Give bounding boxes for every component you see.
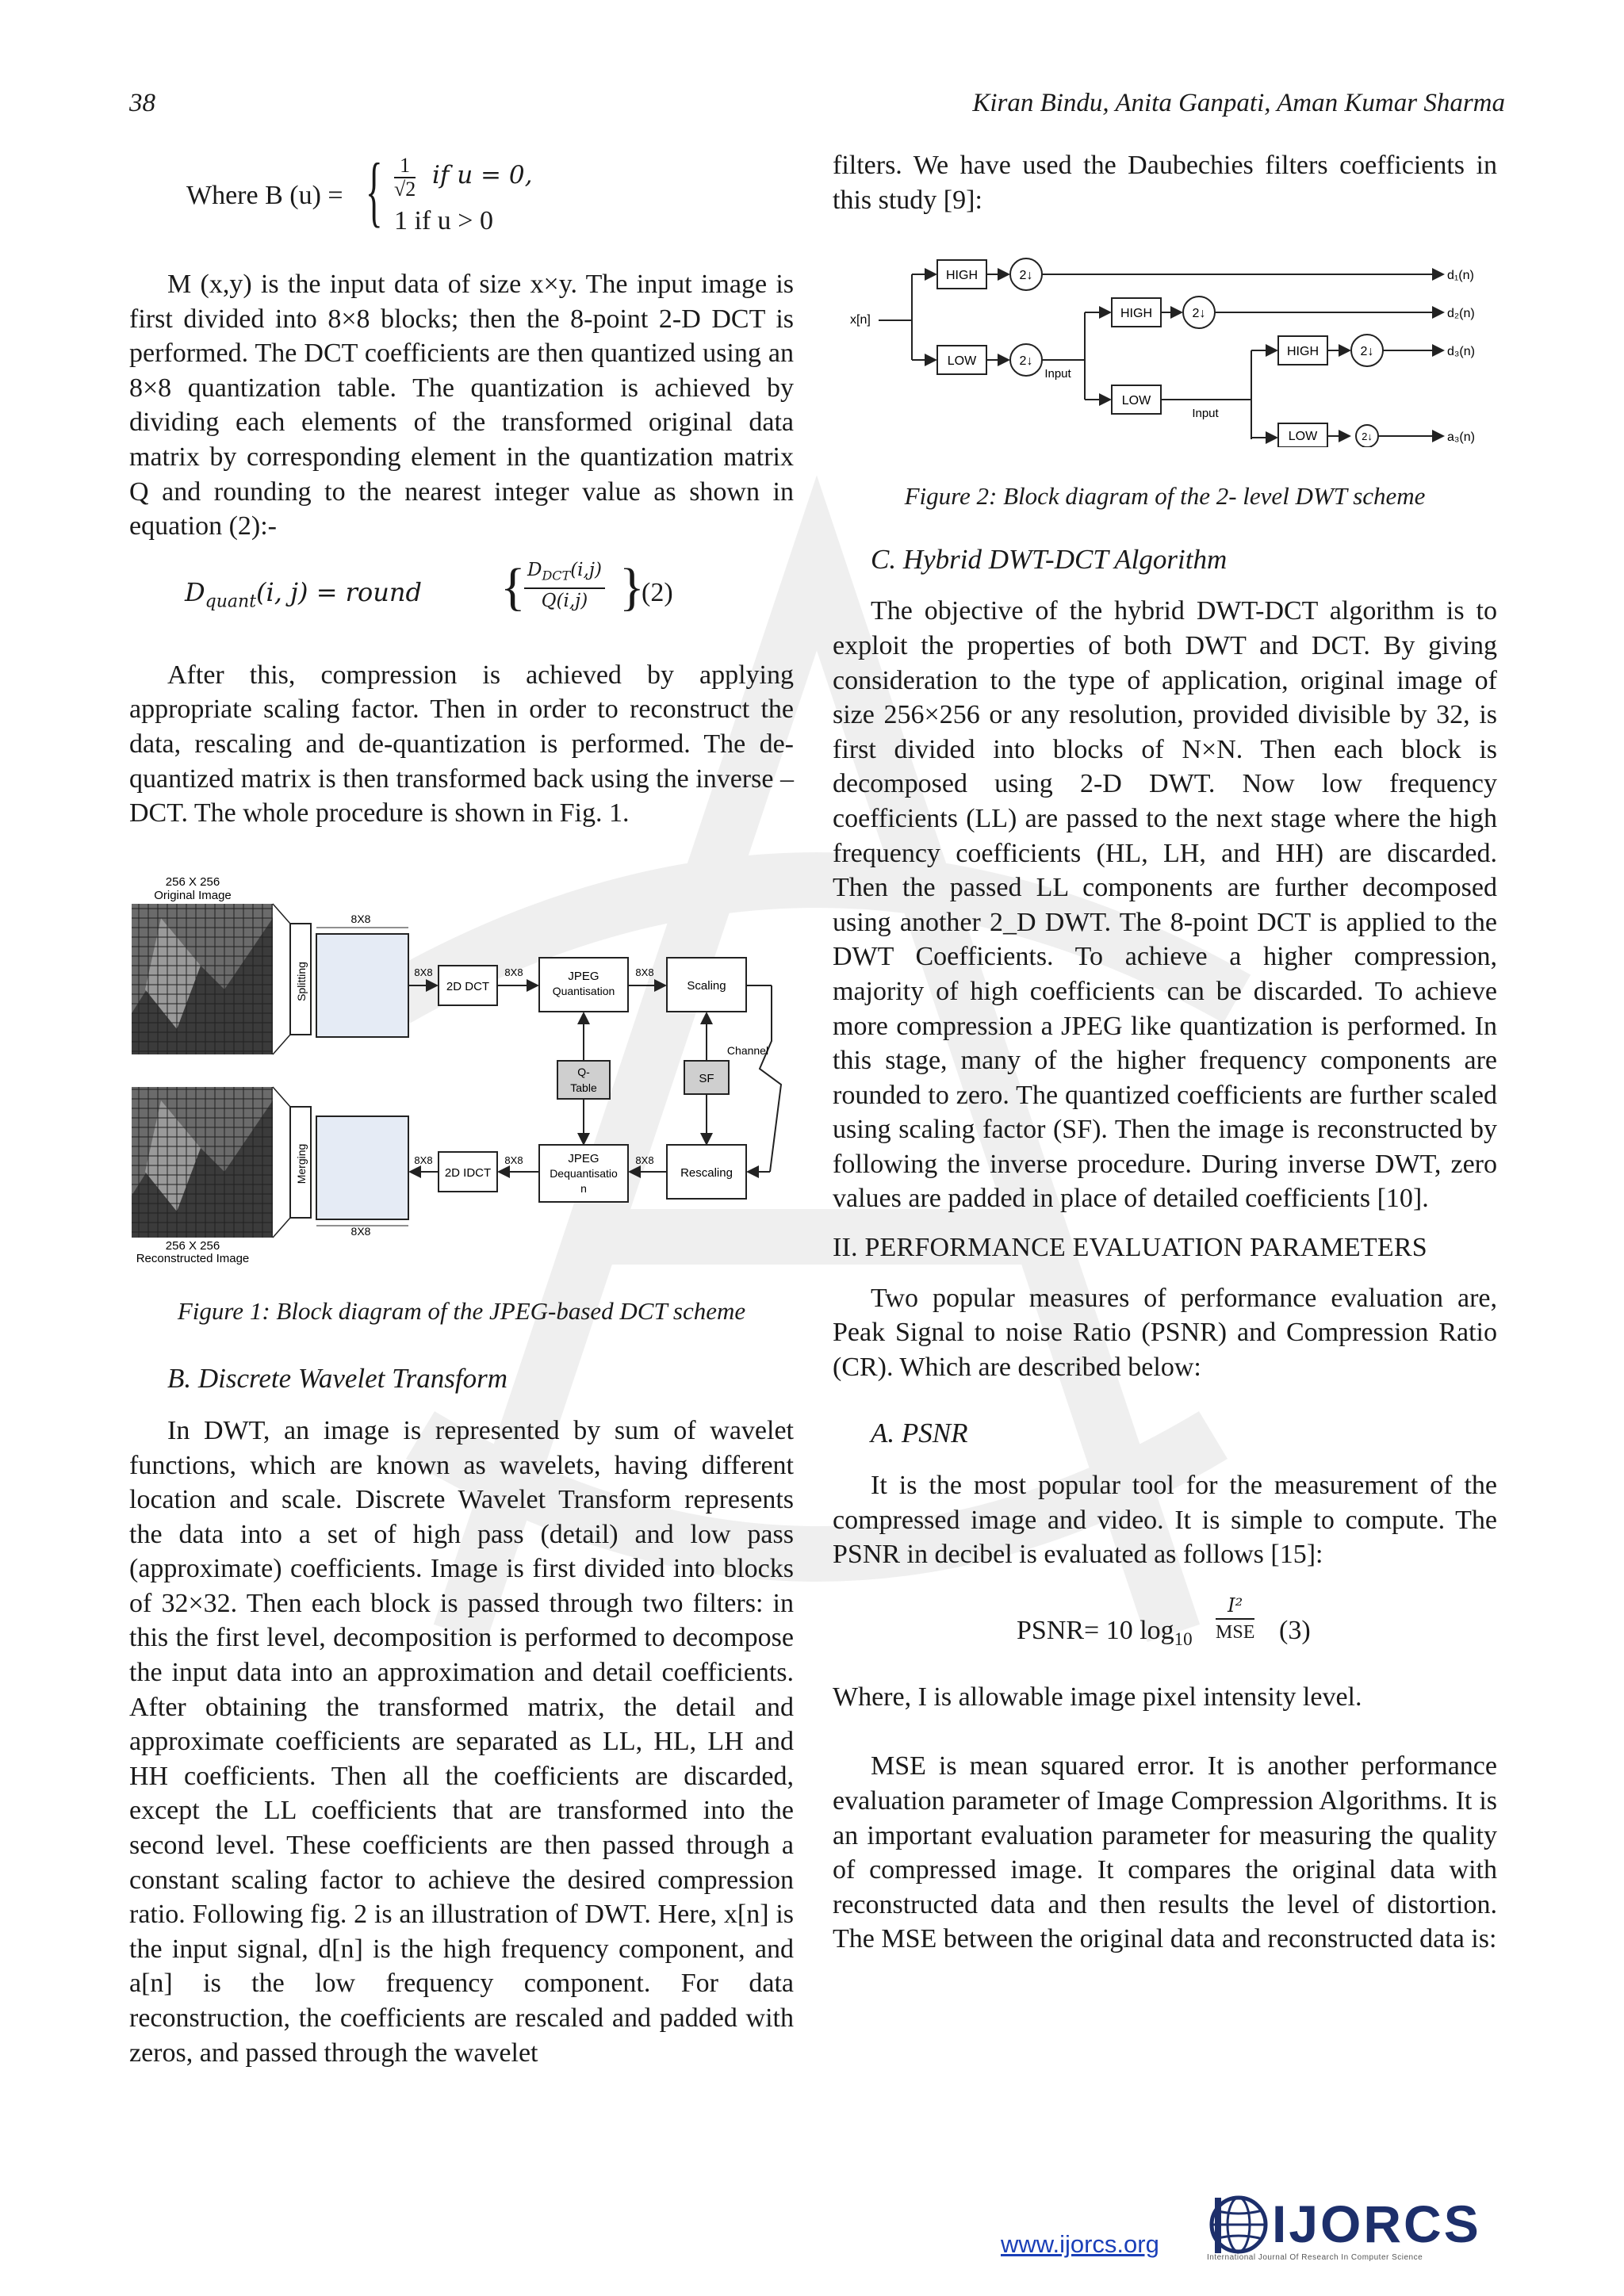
fig1-scaling: Scaling [687,978,726,993]
eq1-case1-cond: if u = 0, [432,161,533,189]
fig1-sf: SF [699,1071,714,1085]
running-header-authors: Kiran Bindu, Anita Ganpati, Aman Kumar Sharma [972,89,1505,117]
svg-text:2↓: 2↓ [1019,354,1033,369]
page-number: 38 [129,89,155,117]
fig1-channel: Channel [726,1043,769,1057]
paragraph: In DWT, an image is represented by sum of wavelet functions, which are known as wavelets, having different location and scale. Discrete Wavelet Transform represents the data into a set of high pass (detail) and low pass (approximate) coefficients. Image is first divided into blocks of 32×32. Then each block is passed through two filters: in this the first level, decomposition is performed to decompose the input data into an approximation and detail coefficients. After obtaining the transformed matrix, the detail and approximate coefficients are separated as LL, HL, LH and HH coefficients. Then all the coefficients are discarded, except the LL coefficients that are transformed into the second level. These coefficients are then passed through a constant scaling factor to achieve the desired compression ratio. Following fig. 2 is an illustration of DWT. Here, x[n] is the input signal, d[n] is the high frequency component, and a[n] is the low frequency component. For data reconstruction, the coefficients are rescaled and padded with zeros, and passed through the wavelet [129,1415,794,2068]
ijorcs-logo [1199,2187,1492,2266]
eq1-prefix: Where B (u) = [186,181,343,210]
fig1-orig-label-1: 256 X 256 [165,874,220,889]
fig1-recon-label-2: Reconstructed Image [136,1251,250,1265]
svg-text:2↓: 2↓ [1360,345,1374,359]
paragraph: After this, compression is achieved by applying appropriate scaling factor. Then in order to reconstruct the data, rescaling and de-quantization is performed. The de-quantized matrix is then transformed back using the inverse – DCT. The whole procedure is shown in Fig. 1. [129,660,794,828]
svg-text:2↓: 2↓ [1192,307,1206,321]
fig2-d3: d₃(n) [1447,345,1475,359]
left-column [129,147,794,2070]
svg-text:Dequantisatio: Dequantisatio [550,1166,618,1180]
fig1-size-label: 8X8 [350,912,371,925]
fig1-rescaling: Rescaling [680,1165,733,1180]
svg-text:n: n [580,1181,587,1195]
svg-text:8X8: 8X8 [414,1154,433,1166]
svg-text:Quantisation: Quantisation [552,984,615,997]
svg-text:LOW: LOW [947,354,977,369]
figure-1-caption: Figure 1: Block diagram of the JPEG-based DCT scheme [177,1296,746,1325]
fig1-size-label: 8X8 [350,1224,371,1238]
equation-1 [186,147,794,243]
svg-text:Q-: Q- [577,1065,590,1078]
eq3-label: (3) [1279,1615,1311,1645]
svg-text:2↓: 2↓ [1362,430,1373,443]
svg-text:HIGH: HIGH [946,269,978,283]
logo-text: IJORCS [1272,2195,1481,2253]
fig1-idct: 2D IDCT [444,1165,492,1180]
paragraph: Where, I is allowable image pixel intensity level. [833,1682,1362,1712]
original-image [132,904,273,1054]
fig1-splitting: Splitting [295,961,308,1001]
figure-1-jpeg-dct-diagram [129,871,794,1267]
equation-2: $D_{quant}(i$, j) = round { $D_{DCT}(i,j)$ Q(i,j) } (2) [185,557,673,616]
svg-text:8X8: 8X8 [414,966,433,978]
svg-text:HIGH: HIGH [1120,307,1152,321]
section-title-c: C. Hybrid DWT-DCT Algorithm [871,543,1228,575]
eq2-fraction: $D_{DCT}(i,j)$ Q(i,j) [524,558,605,614]
svg-text:8X8: 8X8 [504,966,523,978]
right-column [833,148,1497,1957]
svg-text:HIGH: HIGH [1287,345,1319,359]
eq3-fraction: I² MSE [1216,1594,1255,1643]
fig2-d1: d₁(n) [1447,269,1474,283]
fig1-dct: 2D DCT [446,979,490,993]
svg-text:JPEG: JPEG [568,969,599,983]
eq2-label: (2) [642,577,673,607]
figure-2-dwt-diagram [833,241,1497,447]
block-8x8-top [316,934,408,1037]
section-title-a: A. PSNR [871,1418,968,1449]
eq1-fraction: 1 √2 [394,154,416,201]
logo-tagline: International Journal Of Research In Computer Science [1207,2253,1423,2262]
eq1-case2: 1 if u > 0 [394,206,493,235]
fig1-orig-label-2: Original Image [154,888,232,902]
svg-text:8X8: 8X8 [635,966,654,978]
figure-2-caption: Figure 2: Block diagram of the 2- level DWT scheme [904,482,1426,511]
paragraph: filters. We have used the Daubechies filters coefficients in this study [9]: [833,151,1497,215]
paragraph: It is the most popular tool for the measurement of the compressed image and video. It is simple to compute. The PSNR in decibel is evaluated as follows [15]: [833,1471,1497,1570]
svg-text:8X8: 8X8 [504,1154,523,1166]
paragraph: M (x,y) is the input data of size x×y. The input image is first divided into 8×8 blocks; then the 8-point 2-D DCT is performed. The DCT coefficients are then quantized using an 8×8 quantization table. The quantization is achieved by dividing each elements of the transformed original data matrix by corresponding element in the quantization matrix Q and rounding to the nearest integer value as shown in equation (2):- [129,270,794,541]
svg-text:Input: Input [1044,367,1071,381]
svg-text:Table: Table [570,1081,597,1094]
fig2-input: x[n] [850,313,871,327]
svg-text:Input: Input [1192,407,1219,421]
svg-text:JPEG: JPEG [568,1151,599,1165]
fig2-d2: d₂(n) [1447,307,1475,321]
fig1-merging: Merging [295,1143,308,1184]
eq1-brace: { [366,147,383,235]
svg-text:8X8: 8X8 [635,1154,654,1166]
svg-text:LOW: LOW [1288,430,1318,444]
paragraph: Two popular measures of performance evaluation are, Peak Signal to noise Ratio (PSNR) and Compression Ratio (CR). Which are described below: [833,1283,1497,1382]
paragraph: MSE is mean squared error. It is another performance evaluation parameter of Image Compression Algorithms. It is an important evaluation parameter for measuring the quality of compressed image. It compares the original data with reconstructed data and then results the level of distortion. The MSE between the original data and reconstructed data is: [833,1751,1497,1954]
svg-text:2↓: 2↓ [1019,269,1033,283]
journal-url-link[interactable]: www.ijorcs.org [1001,2230,1159,2258]
paragraph: The objective of the hybrid DWT-DCT algorithm is to exploit the properties of both DWT and DCT. By giving consideration to the type of application, original image of size 256×256 or any resolution, provided divisible by 32, is first divided into blocks of N×N. Then each block is decomposed using 2-D DWT. Now low frequency coefficients (LL) are passed to the next stage where the high frequency coefficients (HL, LH, and HH) are discarded. Then the passed LL components are further decomposed using another 2_D DWT. The 8-point DCT is applied to the DWT Coefficients. To achieve a higher compression, majority of high coefficients can be discarded. To achieve more compression a JPEG like quantization is performed. In this stage, many of the higher frequency components are rounded to zero. The quantized coefficients are further scaled using scaling factor (SF). Then the image is reconstructed by following the inverse procedure. During inverse DWT, zero values are padded in place of detailed coefficients [10]. [833,596,1497,1214]
svg-text:LOW: LOW [1121,394,1151,408]
section-title-ii: II. PERFORMANCE EVALUATION PARAMETERS [833,1233,1427,1263]
fig2-a3: a₃(n) [1447,430,1475,445]
section-title-b: B. Discrete Wavelet Transform [167,1363,508,1395]
block-8x8-bottom [316,1116,408,1219]
reconstructed-image [132,1087,273,1238]
fig1-recon-label-1: 256 X 256 [165,1238,220,1253]
equation-3: PSNR= 10 $\log_{10}$ I² MSE (3) [1017,1594,1311,1649]
